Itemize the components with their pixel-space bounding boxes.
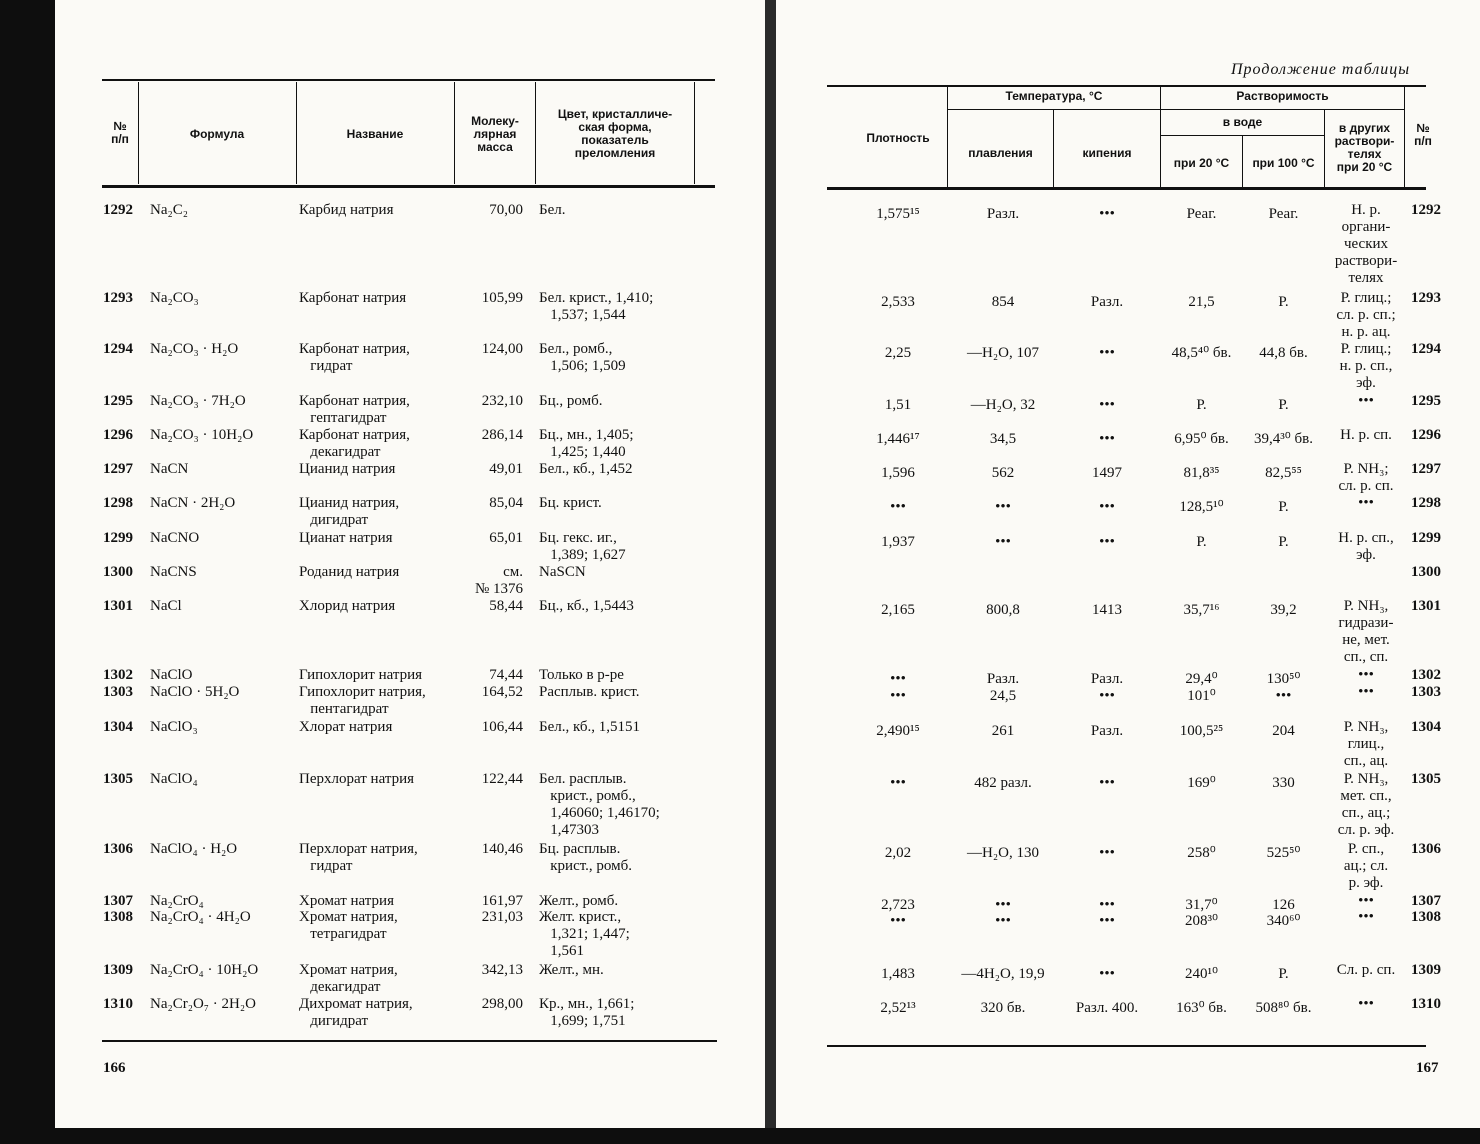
cell-name-1304: Хлорат натрия (299, 719, 393, 735)
cell-name-1297: Цианид натрия (299, 461, 396, 477)
table-caption: Продолжение таблицы (1231, 61, 1411, 78)
cell-density-1306: 2,02 (884, 845, 912, 861)
cell-mass-1309: 342,13 (481, 962, 523, 978)
cell-boil-1306: ••• (1099, 845, 1115, 861)
cell-melt-1294: —H₂O, 107 (967, 345, 1039, 361)
cell-color-1308: Желт. крист., 1,321; 1,447; 1,561 (539, 909, 630, 959)
table-bottom-rule (102, 1040, 717, 1042)
cell-n-1294: 1294 (103, 341, 133, 357)
cell-boil-1295: ••• (1099, 397, 1115, 413)
cell-w20-1299: Р. (1196, 534, 1207, 550)
header-top-rule (827, 85, 1426, 87)
cell-n-1298: 1298 (103, 495, 133, 511)
cell-w100-1302: 130⁵⁰ (1266, 671, 1301, 687)
cell-mass-1298: 85,04 (489, 495, 523, 511)
header-top-rule (102, 79, 715, 81)
cell-density-1304: 2,490¹⁵ (876, 723, 920, 739)
cell-name-1301: Хлорид натрия (299, 598, 396, 614)
cell-formula-1295: Na₂CO₃ · 7H₂O (150, 393, 246, 409)
cell-formula-1305: NaClO₄ (150, 771, 198, 787)
cell-density-1310: 2,52¹³ (880, 1000, 916, 1016)
cell-other-1299: Н. р. сп., эф. (1338, 530, 1394, 563)
cell-melt-1306: —H₂O, 130 (967, 845, 1039, 861)
cell-n-1303: 1303 (1411, 684, 1441, 700)
cell-w20-1303: 101⁰ (1187, 688, 1216, 704)
header-num: № п/п (1414, 121, 1432, 148)
cell-formula-1296: Na₂CO₃ · 10H₂O (150, 427, 254, 443)
header-bottom-rule (102, 185, 715, 188)
cell-w100-1299: Р. (1278, 534, 1289, 550)
cell-boil-1310: Разл. 400. (1075, 1000, 1139, 1016)
cell-w20-1294: 48,5⁴⁰ бв. (1171, 345, 1232, 361)
cell-mass-1307: 161,97 (481, 893, 523, 909)
cell-name-1294: Карбонат натрия, гидрат (299, 341, 410, 374)
cell-other-1293: Р. глиц.; сл. р. сп.; н. р. ац. (1336, 290, 1396, 340)
cell-w20-1301: 35,7¹⁶ (1183, 602, 1220, 618)
cell-density-1302: ••• (890, 671, 906, 687)
cell-density-1298: ••• (890, 499, 906, 515)
header-num: № п/п (111, 119, 129, 146)
cell-mass-1303: 164,52 (481, 684, 523, 700)
cell-density-1308: ••• (890, 913, 906, 929)
cell-n-1310: 1310 (103, 996, 133, 1012)
cell-name-1307: Хромат натрия (299, 893, 394, 909)
cell-mass-1294: 124,00 (481, 341, 523, 357)
cell-formula-1310: Na₂Cr₂O₇ · 2H₂O (150, 996, 256, 1012)
cell-melt-1292: Разл. (986, 206, 1020, 222)
cell-other-1306: Р. сп., ац.; сл. р. эф. (1343, 841, 1389, 891)
cell-name-1299: Цианат натрия (299, 530, 393, 546)
col-divider (454, 82, 455, 184)
cell-melt-1305: 482 разл. (974, 775, 1032, 791)
cell-w20-1298: 128,5¹⁰ (1179, 499, 1224, 515)
cell-name-1308: Хромат натрия, тетрагидрат (299, 909, 398, 942)
cell-other-1308: ••• (1358, 909, 1374, 925)
cell-formula-1302: NaClO (150, 667, 193, 683)
table-bottom-rule (827, 1045, 1426, 1047)
header-bottom-rule (827, 187, 1426, 190)
cell-n-1302: 1302 (103, 667, 133, 683)
cell-other-1303: ••• (1358, 684, 1374, 700)
header-water-100: при 100 °С (1252, 156, 1315, 170)
cell-n-1306: 1306 (1411, 841, 1441, 857)
cell-w20-1295: Р. (1196, 397, 1207, 413)
cell-formula-1308: Na₂CrO₄ · 4H₂O (150, 909, 251, 925)
cell-mass-1295: 232,10 (481, 393, 523, 409)
cell-color-1295: Бц., ромб. (539, 393, 603, 409)
cell-name-1305: Перхлорат натрия (299, 771, 415, 787)
cell-other-1302: ••• (1358, 667, 1374, 683)
cell-n-1298: 1298 (1411, 495, 1441, 511)
cell-density-1303: ••• (890, 688, 906, 704)
cell-name-1300: Роданид натрия (299, 564, 400, 580)
cell-boil-1304: Разл. (1090, 723, 1124, 739)
cell-w20-1305: 169⁰ (1187, 775, 1216, 791)
cell-n-1295: 1295 (103, 393, 133, 409)
cell-name-1306: Перхлорат натрия, гидрат (299, 841, 418, 874)
cell-name-1310: Дихромат натрия, дигидрат (299, 996, 413, 1029)
cell-boil-1294: ••• (1099, 345, 1115, 361)
cell-w100-1303: ••• (1275, 688, 1292, 704)
cell-color-1301: Бц., кб., 1,5443 (539, 598, 634, 614)
cell-color-1303: Расплыв. крист. (539, 684, 640, 700)
cell-other-1298: ••• (1358, 495, 1374, 511)
cell-color-1302: Только в р-ре (539, 667, 624, 683)
cell-mass-1302: 74,44 (489, 667, 523, 683)
page-number: 166 (103, 1060, 126, 1076)
cell-n-1303: 1303 (103, 684, 133, 700)
col-divider (535, 82, 536, 184)
cell-color-1310: Кр., мн., 1,661; 1,699; 1,751 (539, 996, 635, 1029)
cell-n-1304: 1304 (1411, 719, 1441, 735)
cell-boil-1307: ••• (1099, 897, 1115, 913)
cell-other-1294: Р. глиц.; н. р. сп., эф. (1339, 341, 1393, 391)
left-page (55, 0, 765, 1128)
cell-mass-1296: 286,14 (481, 427, 523, 443)
cell-name-1292: Карбид натрия (299, 202, 394, 218)
cell-melt-1297: 562 (991, 465, 1015, 481)
cell-formula-1304: NaClO₃ (150, 719, 198, 735)
cell-w100-1301: 39,2 (1270, 602, 1297, 618)
cell-w100-1298: Р. (1278, 499, 1289, 515)
cell-melt-1296: 34,5 (989, 431, 1017, 447)
cell-n-1300: 1300 (103, 564, 133, 580)
cell-n-1302: 1302 (1411, 667, 1441, 683)
header-in-water: в воде (1222, 115, 1263, 129)
cell-w20-1296: 6,95⁰ бв. (1174, 431, 1229, 447)
cell-density-1307: 2,723 (881, 897, 915, 913)
cell-other-1296: Н. р. сп. (1340, 427, 1392, 443)
cell-density-1301: 2,165 (881, 602, 915, 618)
header-color: Цвет, кристалличе- ская форма, показатель преломления (557, 107, 673, 160)
cell-boil-1309: ••• (1099, 966, 1115, 982)
cell-n-1309: 1309 (103, 962, 133, 978)
cell-color-1300: NaSCN (539, 564, 586, 580)
cell-n-1293: 1293 (103, 290, 133, 306)
cell-density-1292: 1,575¹⁵ (876, 206, 920, 222)
cell-density-1296: 1,446¹⁷ (876, 431, 920, 447)
cell-mass-1305: 122,44 (481, 771, 523, 787)
cell-n-1304: 1304 (103, 719, 133, 735)
cell-w100-1310: 508⁸⁰ бв. (1255, 1000, 1312, 1016)
cell-melt-1309: —4H₂O, 19,9 (961, 966, 1045, 982)
cell-formula-1301: NaCl (150, 598, 182, 614)
cell-w20-1309: 240¹⁰ (1184, 966, 1218, 982)
header-other-solvents: в других раствори- телях при 20 °С (1334, 121, 1395, 174)
cell-melt-1293: 854 (991, 294, 1015, 310)
cell-w20-1306: 258⁰ (1187, 845, 1216, 861)
cell-n-1300: 1300 (1411, 564, 1441, 580)
cell-mass-1308: 231,03 (481, 909, 523, 925)
cell-n-1297: 1297 (103, 461, 133, 477)
header-formula: Формула (189, 127, 245, 141)
cell-formula-1309: Na₂CrO₄ · 10H₂O (150, 962, 259, 978)
cell-w20-1304: 100,5²⁵ (1179, 723, 1224, 739)
cell-name-1309: Хромат натрия, декагидрат (299, 962, 398, 995)
cell-n-1296: 1296 (1411, 427, 1441, 443)
header-mass: Молеку- лярная масса (471, 114, 519, 154)
cell-color-1306: Бц. расплыв. крист., ромб. (539, 841, 632, 874)
cell-color-1309: Желт., мн. (539, 962, 604, 978)
cell-melt-1308: ••• (995, 913, 1011, 929)
cell-other-1304: Р. NH₃, глиц., сп., ац. (1343, 719, 1389, 769)
cell-name-1302: Гипохлорит натрия (299, 667, 423, 683)
cell-formula-1293: Na₂CO₃ (150, 290, 199, 306)
cell-formula-1297: NaCN (150, 461, 189, 477)
cell-melt-1299: ••• (995, 534, 1011, 550)
cell-melt-1298: ••• (995, 499, 1011, 515)
cell-melt-1304: 261 (991, 723, 1015, 739)
cell-boil-1303: ••• (1099, 688, 1115, 704)
cell-color-1304: Бел., кб., 1,5151 (539, 719, 641, 735)
cell-boil-1299: ••• (1099, 534, 1115, 550)
cell-density-1293: 2,533 (881, 294, 915, 310)
cell-name-1298: Цианид натрия, дигидрат (299, 495, 400, 528)
col-divider (138, 82, 139, 184)
cell-n-1305: 1305 (103, 771, 133, 787)
cell-w20-1297: 81,8³⁵ (1183, 465, 1220, 481)
cell-n-1292: 1292 (1411, 202, 1441, 218)
cell-w100-1297: 82,5⁵⁵ (1265, 465, 1302, 481)
cell-name-1295: Карбонат натрия, гептагидрат (299, 393, 410, 426)
cell-boil-1298: ••• (1099, 499, 1115, 515)
cell-w100-1309: Р. (1278, 966, 1289, 982)
cell-w100-1304: 204 (1272, 723, 1295, 739)
cell-melt-1307: ••• (995, 897, 1011, 913)
header-name: Название (346, 127, 404, 141)
cell-density-1295: 1,51 (884, 397, 912, 413)
cell-other-1292: Н. р. органи- ческих раствори- телях (1334, 202, 1398, 286)
cell-w100-1296: 39,4³⁰ бв. (1254, 431, 1313, 447)
cell-w100-1306: 525⁵⁰ (1266, 845, 1301, 861)
cell-mass-1299: 65,01 (489, 530, 523, 546)
col-divider (1404, 87, 1405, 187)
cell-formula-1298: NaCN · 2H₂O (150, 495, 236, 511)
cell-mass-1310: 298,00 (481, 996, 523, 1012)
cell-boil-1308: ••• (1099, 913, 1115, 929)
cell-other-1307: ••• (1358, 893, 1374, 909)
cell-n-1293: 1293 (1411, 290, 1441, 306)
cell-color-1294: Бел., ромб., 1,506; 1,509 (539, 341, 626, 374)
cell-density-1305: ••• (890, 775, 906, 791)
cell-n-1310: 1310 (1411, 996, 1441, 1012)
cell-color-1298: Бц. крист. (539, 495, 602, 511)
col-divider (694, 82, 695, 184)
cell-n-1292: 1292 (103, 202, 133, 218)
cell-other-1295: ••• (1358, 393, 1374, 409)
cell-formula-1294: Na₂CO₃ · H₂O (150, 341, 239, 357)
header-temperature: Температура, °С (1005, 89, 1103, 103)
cell-n-1306: 1306 (103, 841, 133, 857)
cell-w100-1293: Р. (1278, 294, 1289, 310)
header-melting: плавления (968, 146, 1033, 160)
cell-color-1299: Бц. гекс. иг., 1,389; 1,627 (539, 530, 626, 563)
cell-w100-1305: 330 (1272, 775, 1295, 791)
cell-name-1303: Гипохлорит натрия, пентагидрат (299, 684, 426, 717)
cell-mass-1304: 106,44 (481, 719, 523, 735)
cell-melt-1310: 320 бв. (980, 1000, 1026, 1016)
cell-n-1299: 1299 (103, 530, 133, 546)
cell-color-1293: Бел. крист., 1,410; 1,537; 1,544 (539, 290, 654, 323)
cell-melt-1303: 24,5 (989, 688, 1017, 704)
cell-other-1305: Р. NH₃, мет. сп., сп., ац.; сл. р. эф. (1337, 771, 1395, 838)
cell-name-1293: Карбонат натрия (299, 290, 407, 306)
cell-color-1305: Бел. расплыв. крист., ромб., 1,46060; 1,46170; 1,47303 (539, 771, 660, 838)
header-water-20: при 20 °С (1173, 156, 1230, 170)
cell-n-1308: 1308 (103, 909, 133, 925)
cell-formula-1299: NaCNO (150, 530, 200, 546)
cell-boil-1293: Разл. (1090, 294, 1124, 310)
cell-boil-1302: Разл. (1090, 671, 1124, 687)
cell-n-1309: 1309 (1411, 962, 1441, 978)
book-spine (765, 0, 776, 1128)
header-solubility: Растворимость (1236, 89, 1329, 103)
cell-mass-1293: 105,99 (481, 290, 523, 306)
cell-density-1294: 2,25 (884, 345, 912, 361)
cell-boil-1297: 1497 (1092, 465, 1122, 481)
cell-color-1296: Бц., мн., 1,405; 1,425; 1,440 (539, 427, 634, 460)
header-boiling: кипения (1082, 146, 1132, 160)
cell-w20-1308: 208³⁰ (1184, 913, 1218, 929)
header-density: Плотность (866, 131, 930, 145)
cell-w20-1307: 31,7⁰ (1185, 897, 1218, 913)
cell-melt-1302: Разл. (986, 671, 1020, 687)
cell-formula-1303: NaClO · 5H₂O (150, 684, 240, 700)
cell-mass-1292: 70,00 (489, 202, 523, 218)
cell-name-1296: Карбонат натрия, декагидрат (299, 427, 410, 460)
cell-w100-1292: Реаг. (1268, 206, 1299, 222)
cell-n-1295: 1295 (1411, 393, 1441, 409)
cell-w100-1308: 340⁶⁰ (1266, 913, 1301, 929)
col-divider (296, 82, 297, 184)
right-page (776, 0, 1480, 1128)
cell-density-1309: 1,483 (881, 966, 915, 982)
cell-formula-1292: Na₂C₂ (150, 202, 188, 218)
cell-mass-1297: 49,01 (489, 461, 523, 477)
cell-melt-1295: —H₂O, 32 (970, 397, 1036, 413)
cell-w20-1310: 163⁰ бв. (1176, 1000, 1227, 1016)
cell-w20-1292: Реаг. (1186, 206, 1217, 222)
cell-other-1297: Р. NH₃; сл. р. сп. (1338, 461, 1394, 494)
cell-n-1307: 1307 (103, 893, 133, 909)
cell-n-1301: 1301 (103, 598, 133, 614)
cell-n-1296: 1296 (103, 427, 133, 443)
cell-boil-1301: 1413 (1092, 602, 1122, 618)
cell-formula-1306: NaClO₄ · H₂O (150, 841, 238, 857)
page-number: 167 (1416, 1060, 1439, 1076)
cell-n-1308: 1308 (1411, 909, 1441, 925)
cell-w100-1307: 126 (1272, 897, 1295, 913)
cell-formula-1300: NaCNS (150, 564, 197, 580)
cell-n-1305: 1305 (1411, 771, 1441, 787)
cell-boil-1292: ••• (1099, 206, 1115, 222)
cell-other-1309: Сл. р. сп. (1336, 962, 1396, 978)
row-divider (1160, 135, 1324, 136)
cell-density-1297: 1,596 (881, 465, 915, 481)
cell-other-1310: ••• (1358, 996, 1374, 1012)
cell-n-1294: 1294 (1411, 341, 1441, 357)
cell-formula-1307: Na₂CrO₄ (150, 893, 204, 909)
cell-n-1299: 1299 (1411, 530, 1441, 546)
cell-boil-1296: ••• (1099, 431, 1115, 447)
cell-mass-1300: см. № 1376 (474, 564, 523, 597)
cell-color-1307: Желт., ромб. (539, 893, 619, 909)
cell-n-1307: 1307 (1411, 893, 1441, 909)
book-edge-bottom (0, 1128, 1480, 1144)
cell-n-1301: 1301 (1411, 598, 1441, 614)
cell-n-1297: 1297 (1411, 461, 1441, 477)
cell-mass-1301: 58,44 (489, 598, 523, 614)
cell-color-1292: Бел. (539, 202, 566, 218)
cell-density-1299: 1,937 (881, 534, 915, 550)
cell-w100-1294: 44,8 бв. (1259, 345, 1308, 361)
cell-w20-1293: 21,5 (1188, 294, 1215, 310)
row-divider (947, 109, 1404, 110)
cell-boil-1305: ••• (1099, 775, 1115, 791)
cell-melt-1301: 800,8 (986, 602, 1020, 618)
cell-other-1301: Р. NH₃, гидрази- не, мет. сп., сп. (1338, 598, 1394, 665)
cell-w20-1302: 29,4⁰ (1185, 671, 1218, 687)
cell-mass-1306: 140,46 (481, 841, 523, 857)
cell-w100-1295: Р. (1278, 397, 1289, 413)
book-edge-left (0, 0, 55, 1144)
cell-color-1297: Бел., кб., 1,452 (539, 461, 633, 477)
